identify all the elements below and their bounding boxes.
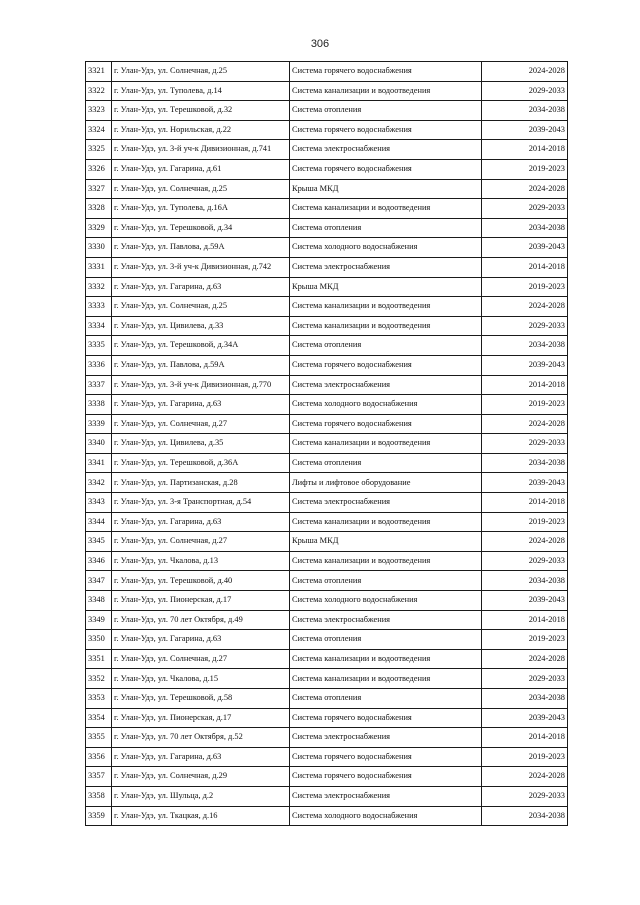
table-row (86, 199, 568, 219)
system-cell: Система канализации и водоотведения (290, 81, 482, 101)
row-number-cell: 3352 (86, 669, 112, 689)
period-cell: 2014-2018 (482, 375, 568, 395)
system-cell: Система отопления (290, 218, 482, 238)
system-cell: Система электроснабжения (290, 610, 482, 630)
row-number-cell: 3351 (86, 649, 112, 669)
address-cell: г. Улан-Удэ, ул. Терешковой, д.36А (112, 453, 290, 473)
system-cell: Система канализации и водоотведения (290, 434, 482, 454)
registry-table (85, 61, 568, 826)
system-cell: Система отопления (290, 453, 482, 473)
row-number-cell: 3343 (86, 493, 112, 513)
system-cell: Система отопления (290, 571, 482, 591)
table-row (86, 669, 568, 689)
address-cell: г. Улан-Удэ, ул. Пионерская, д.17 (112, 591, 290, 611)
table-row (86, 708, 568, 728)
system-cell: Крыша МКД (290, 532, 482, 552)
row-number-cell: 3330 (86, 238, 112, 258)
system-cell: Система электроснабжения (290, 728, 482, 748)
address-cell: г. Улан-Удэ, ул. Солнечная, д.27 (112, 649, 290, 669)
table-row (86, 159, 568, 179)
table-row (86, 81, 568, 101)
period-cell: 2019-2023 (482, 159, 568, 179)
period-cell: 2024-2028 (482, 532, 568, 552)
period-cell: 2034-2038 (482, 571, 568, 591)
table-row (86, 493, 568, 513)
registry-table-body (86, 62, 568, 826)
row-number-cell: 3327 (86, 179, 112, 199)
row-number-cell: 3326 (86, 159, 112, 179)
row-number-cell: 3338 (86, 395, 112, 415)
table-row (86, 218, 568, 238)
period-cell: 2024-2028 (482, 297, 568, 317)
row-number-cell: 3356 (86, 747, 112, 767)
system-cell: Крыша МКД (290, 277, 482, 297)
table-row (86, 551, 568, 571)
period-cell: 2039-2043 (482, 591, 568, 611)
period-cell: 2019-2023 (482, 395, 568, 415)
table-row (86, 512, 568, 532)
address-cell: г. Улан-Удэ, ул. Гагарина, д.63 (112, 512, 290, 532)
period-cell: 2034-2038 (482, 453, 568, 473)
period-cell: 2024-2028 (482, 767, 568, 787)
table-row (86, 120, 568, 140)
system-cell: Система горячего водоснабжения (290, 62, 482, 82)
system-cell: Система горячего водоснабжения (290, 708, 482, 728)
table-row (86, 179, 568, 199)
period-cell: 2019-2023 (482, 512, 568, 532)
system-cell: Система отопления (290, 689, 482, 709)
address-cell: г. Улан-Удэ, ул. 3-й уч-к Дивизионная, д.741 (112, 140, 290, 160)
period-cell: 2029-2033 (482, 434, 568, 454)
row-number-cell: 3359 (86, 806, 112, 826)
address-cell: г. Улан-Удэ, ул. Терешковой, д.40 (112, 571, 290, 591)
system-cell: Система отопления (290, 630, 482, 650)
period-cell: 2014-2018 (482, 257, 568, 277)
system-cell: Система канализации и водоотведения (290, 551, 482, 571)
address-cell: г. Улан-Удэ, ул. Чкалова, д.15 (112, 669, 290, 689)
period-cell: 2024-2028 (482, 179, 568, 199)
address-cell: г. Улан-Удэ, ул. Терешковой, д.58 (112, 689, 290, 709)
system-cell: Система горячего водоснабжения (290, 747, 482, 767)
address-cell: г. Улан-Удэ, ул. Солнечная, д.27 (112, 532, 290, 552)
address-cell: г. Улан-Удэ, ул. 3-я Транспортная, д.54 (112, 493, 290, 513)
system-cell: Система электроснабжения (290, 140, 482, 160)
system-cell: Система электроснабжения (290, 257, 482, 277)
address-cell: г. Улан-Удэ, ул. Шульца, д.2 (112, 786, 290, 806)
row-number-cell: 3346 (86, 551, 112, 571)
period-cell: 2019-2023 (482, 747, 568, 767)
period-cell: 2039-2043 (482, 238, 568, 258)
system-cell: Система канализации и водоотведения (290, 512, 482, 532)
period-cell: 2029-2033 (482, 81, 568, 101)
address-cell: г. Улан-Удэ, ул. Солнечная, д.25 (112, 179, 290, 199)
row-number-cell: 3336 (86, 355, 112, 375)
period-cell: 2014-2018 (482, 140, 568, 160)
address-cell: г. Улан-Удэ, ул. 70 лет Октября, д.49 (112, 610, 290, 630)
system-cell: Лифты и лифтовое оборудование (290, 473, 482, 493)
address-cell: г. Улан-Удэ, ул. Пионерская, д.17 (112, 708, 290, 728)
address-cell: г. Улан-Удэ, ул. Чкалова, д.13 (112, 551, 290, 571)
period-cell: 2029-2033 (482, 551, 568, 571)
period-cell: 2014-2018 (482, 610, 568, 630)
row-number-cell: 3323 (86, 101, 112, 121)
period-cell: 2014-2018 (482, 728, 568, 748)
row-number-cell: 3348 (86, 591, 112, 611)
period-cell: 2039-2043 (482, 473, 568, 493)
period-cell: 2039-2043 (482, 708, 568, 728)
period-cell: 2039-2043 (482, 120, 568, 140)
system-cell: Система канализации и водоотведения (290, 199, 482, 219)
period-cell: 2034-2038 (482, 689, 568, 709)
table-row (86, 277, 568, 297)
row-number-cell: 3333 (86, 297, 112, 317)
table-row (86, 728, 568, 748)
address-cell: г. Улан-Удэ, ул. Гагарина, д.63 (112, 395, 290, 415)
row-number-cell: 3335 (86, 336, 112, 356)
period-cell: 2029-2033 (482, 669, 568, 689)
period-cell: 2029-2033 (482, 316, 568, 336)
system-cell: Система канализации и водоотведения (290, 669, 482, 689)
system-cell: Система холодного водоснабжения (290, 591, 482, 611)
system-cell: Система канализации и водоотведения (290, 297, 482, 317)
table-row (86, 689, 568, 709)
system-cell: Система холодного водоснабжения (290, 395, 482, 415)
period-cell: 2019-2023 (482, 277, 568, 297)
system-cell: Система электроснабжения (290, 786, 482, 806)
row-number-cell: 3340 (86, 434, 112, 454)
row-number-cell: 3358 (86, 786, 112, 806)
address-cell: г. Улан-Удэ, ул. Солнечная, д.25 (112, 297, 290, 317)
table-row (86, 62, 568, 82)
row-number-cell: 3341 (86, 453, 112, 473)
row-number-cell: 3353 (86, 689, 112, 709)
row-number-cell: 3334 (86, 316, 112, 336)
address-cell: г. Улан-Удэ, ул. Солнечная, д.25 (112, 62, 290, 82)
system-cell: Система горячего водоснабжения (290, 767, 482, 787)
row-number-cell: 3321 (86, 62, 112, 82)
period-cell: 2034-2038 (482, 218, 568, 238)
system-cell: Система холодного водоснабжения (290, 806, 482, 826)
system-cell: Система горячего водоснабжения (290, 355, 482, 375)
table-row (86, 649, 568, 669)
table-row (86, 532, 568, 552)
table-row (86, 591, 568, 611)
address-cell: г. Улан-Удэ, ул. Норильская, д.22 (112, 120, 290, 140)
period-cell: 2029-2033 (482, 199, 568, 219)
address-cell: г. Улан-Удэ, ул. Гагарина, д.63 (112, 747, 290, 767)
period-cell: 2034-2038 (482, 101, 568, 121)
address-cell: г. Улан-Удэ, ул. Туполева, д.16А (112, 199, 290, 219)
row-number-cell: 3355 (86, 728, 112, 748)
table-row (86, 434, 568, 454)
table-row (86, 571, 568, 591)
table-row (86, 336, 568, 356)
table-row (86, 297, 568, 317)
table-row (86, 355, 568, 375)
row-number-cell: 3337 (86, 375, 112, 395)
row-number-cell: 3344 (86, 512, 112, 532)
period-cell: 2039-2043 (482, 355, 568, 375)
address-cell: г. Улан-Удэ, ул. Терешковой, д.32 (112, 101, 290, 121)
address-cell: г. Улан-Удэ, ул. Ткацкая, д.16 (112, 806, 290, 826)
system-cell: Система горячего водоснабжения (290, 120, 482, 140)
row-number-cell: 3328 (86, 199, 112, 219)
row-number-cell: 3342 (86, 473, 112, 493)
period-cell: 2024-2028 (482, 414, 568, 434)
row-number-cell: 3325 (86, 140, 112, 160)
row-number-cell: 3331 (86, 257, 112, 277)
address-cell: г. Улан-Удэ, ул. Туполева, д.14 (112, 81, 290, 101)
period-cell: 2024-2028 (482, 62, 568, 82)
table-row (86, 375, 568, 395)
address-cell: г. Улан-Удэ, ул. Солнечная, д.27 (112, 414, 290, 434)
table-row (86, 806, 568, 826)
address-cell: г. Улан-Удэ, ул. Цивилева, д.35 (112, 434, 290, 454)
address-cell: г. Улан-Удэ, ул. Терешковой, д.34 (112, 218, 290, 238)
period-cell: 2019-2023 (482, 630, 568, 650)
row-number-cell: 3324 (86, 120, 112, 140)
address-cell: г. Улан-Удэ, ул. Павлова, д.59А (112, 355, 290, 375)
system-cell: Система электроснабжения (290, 493, 482, 513)
system-cell: Система канализации и водоотведения (290, 649, 482, 669)
address-cell: г. Улан-Удэ, ул. Солнечная, д.29 (112, 767, 290, 787)
row-number-cell: 3339 (86, 414, 112, 434)
address-cell: г. Улан-Удэ, ул. 3-й уч-к Дивизионная, д.770 (112, 375, 290, 395)
table-row (86, 747, 568, 767)
period-cell: 2034-2038 (482, 336, 568, 356)
address-cell: г. Улан-Удэ, ул. Терешковой, д.34А (112, 336, 290, 356)
system-cell: Система отопления (290, 101, 482, 121)
table-row (86, 316, 568, 336)
address-cell: г. Улан-Удэ, ул. 3-й уч-к Дивизионная, д.742 (112, 257, 290, 277)
row-number-cell: 3332 (86, 277, 112, 297)
table-row (86, 238, 568, 258)
table-row (86, 414, 568, 434)
system-cell: Крыша МКД (290, 179, 482, 199)
system-cell: Система горячего водоснабжения (290, 414, 482, 434)
address-cell: г. Улан-Удэ, ул. Гагарина, д.63 (112, 277, 290, 297)
system-cell: Система канализации и водоотведения (290, 316, 482, 336)
row-number-cell: 3322 (86, 81, 112, 101)
address-cell: г. Улан-Удэ, ул. Гагарина, д.63 (112, 630, 290, 650)
page-number: 306 (310, 38, 330, 50)
row-number-cell: 3350 (86, 630, 112, 650)
table-row (86, 101, 568, 121)
table-row (86, 473, 568, 493)
table-row (86, 395, 568, 415)
row-number-cell: 3354 (86, 708, 112, 728)
table-row (86, 257, 568, 277)
table-row (86, 610, 568, 630)
table-row (86, 630, 568, 650)
period-cell: 2029-2033 (482, 786, 568, 806)
address-cell: г. Улан-Удэ, ул. Партизанская, д.28 (112, 473, 290, 493)
row-number-cell: 3347 (86, 571, 112, 591)
address-cell: г. Улан-Удэ, ул. Гагарина, д.61 (112, 159, 290, 179)
period-cell: 2014-2018 (482, 493, 568, 513)
system-cell: Система отопления (290, 336, 482, 356)
row-number-cell: 3329 (86, 218, 112, 238)
system-cell: Система горячего водоснабжения (290, 159, 482, 179)
address-cell: г. Улан-Удэ, ул. 70 лет Октября, д.52 (112, 728, 290, 748)
row-number-cell: 3345 (86, 532, 112, 552)
table-row (86, 786, 568, 806)
table-row (86, 140, 568, 160)
table-row (86, 453, 568, 473)
address-cell: г. Улан-Удэ, ул. Цивилева, д.33 (112, 316, 290, 336)
period-cell: 2024-2028 (482, 649, 568, 669)
row-number-cell: 3349 (86, 610, 112, 630)
table-row (86, 767, 568, 787)
system-cell: Система электроснабжения (290, 375, 482, 395)
period-cell: 2034-2038 (482, 806, 568, 826)
row-number-cell: 3357 (86, 767, 112, 787)
system-cell: Система холодного водоснабжения (290, 238, 482, 258)
address-cell: г. Улан-Удэ, ул. Павлова, д.59А (112, 238, 290, 258)
